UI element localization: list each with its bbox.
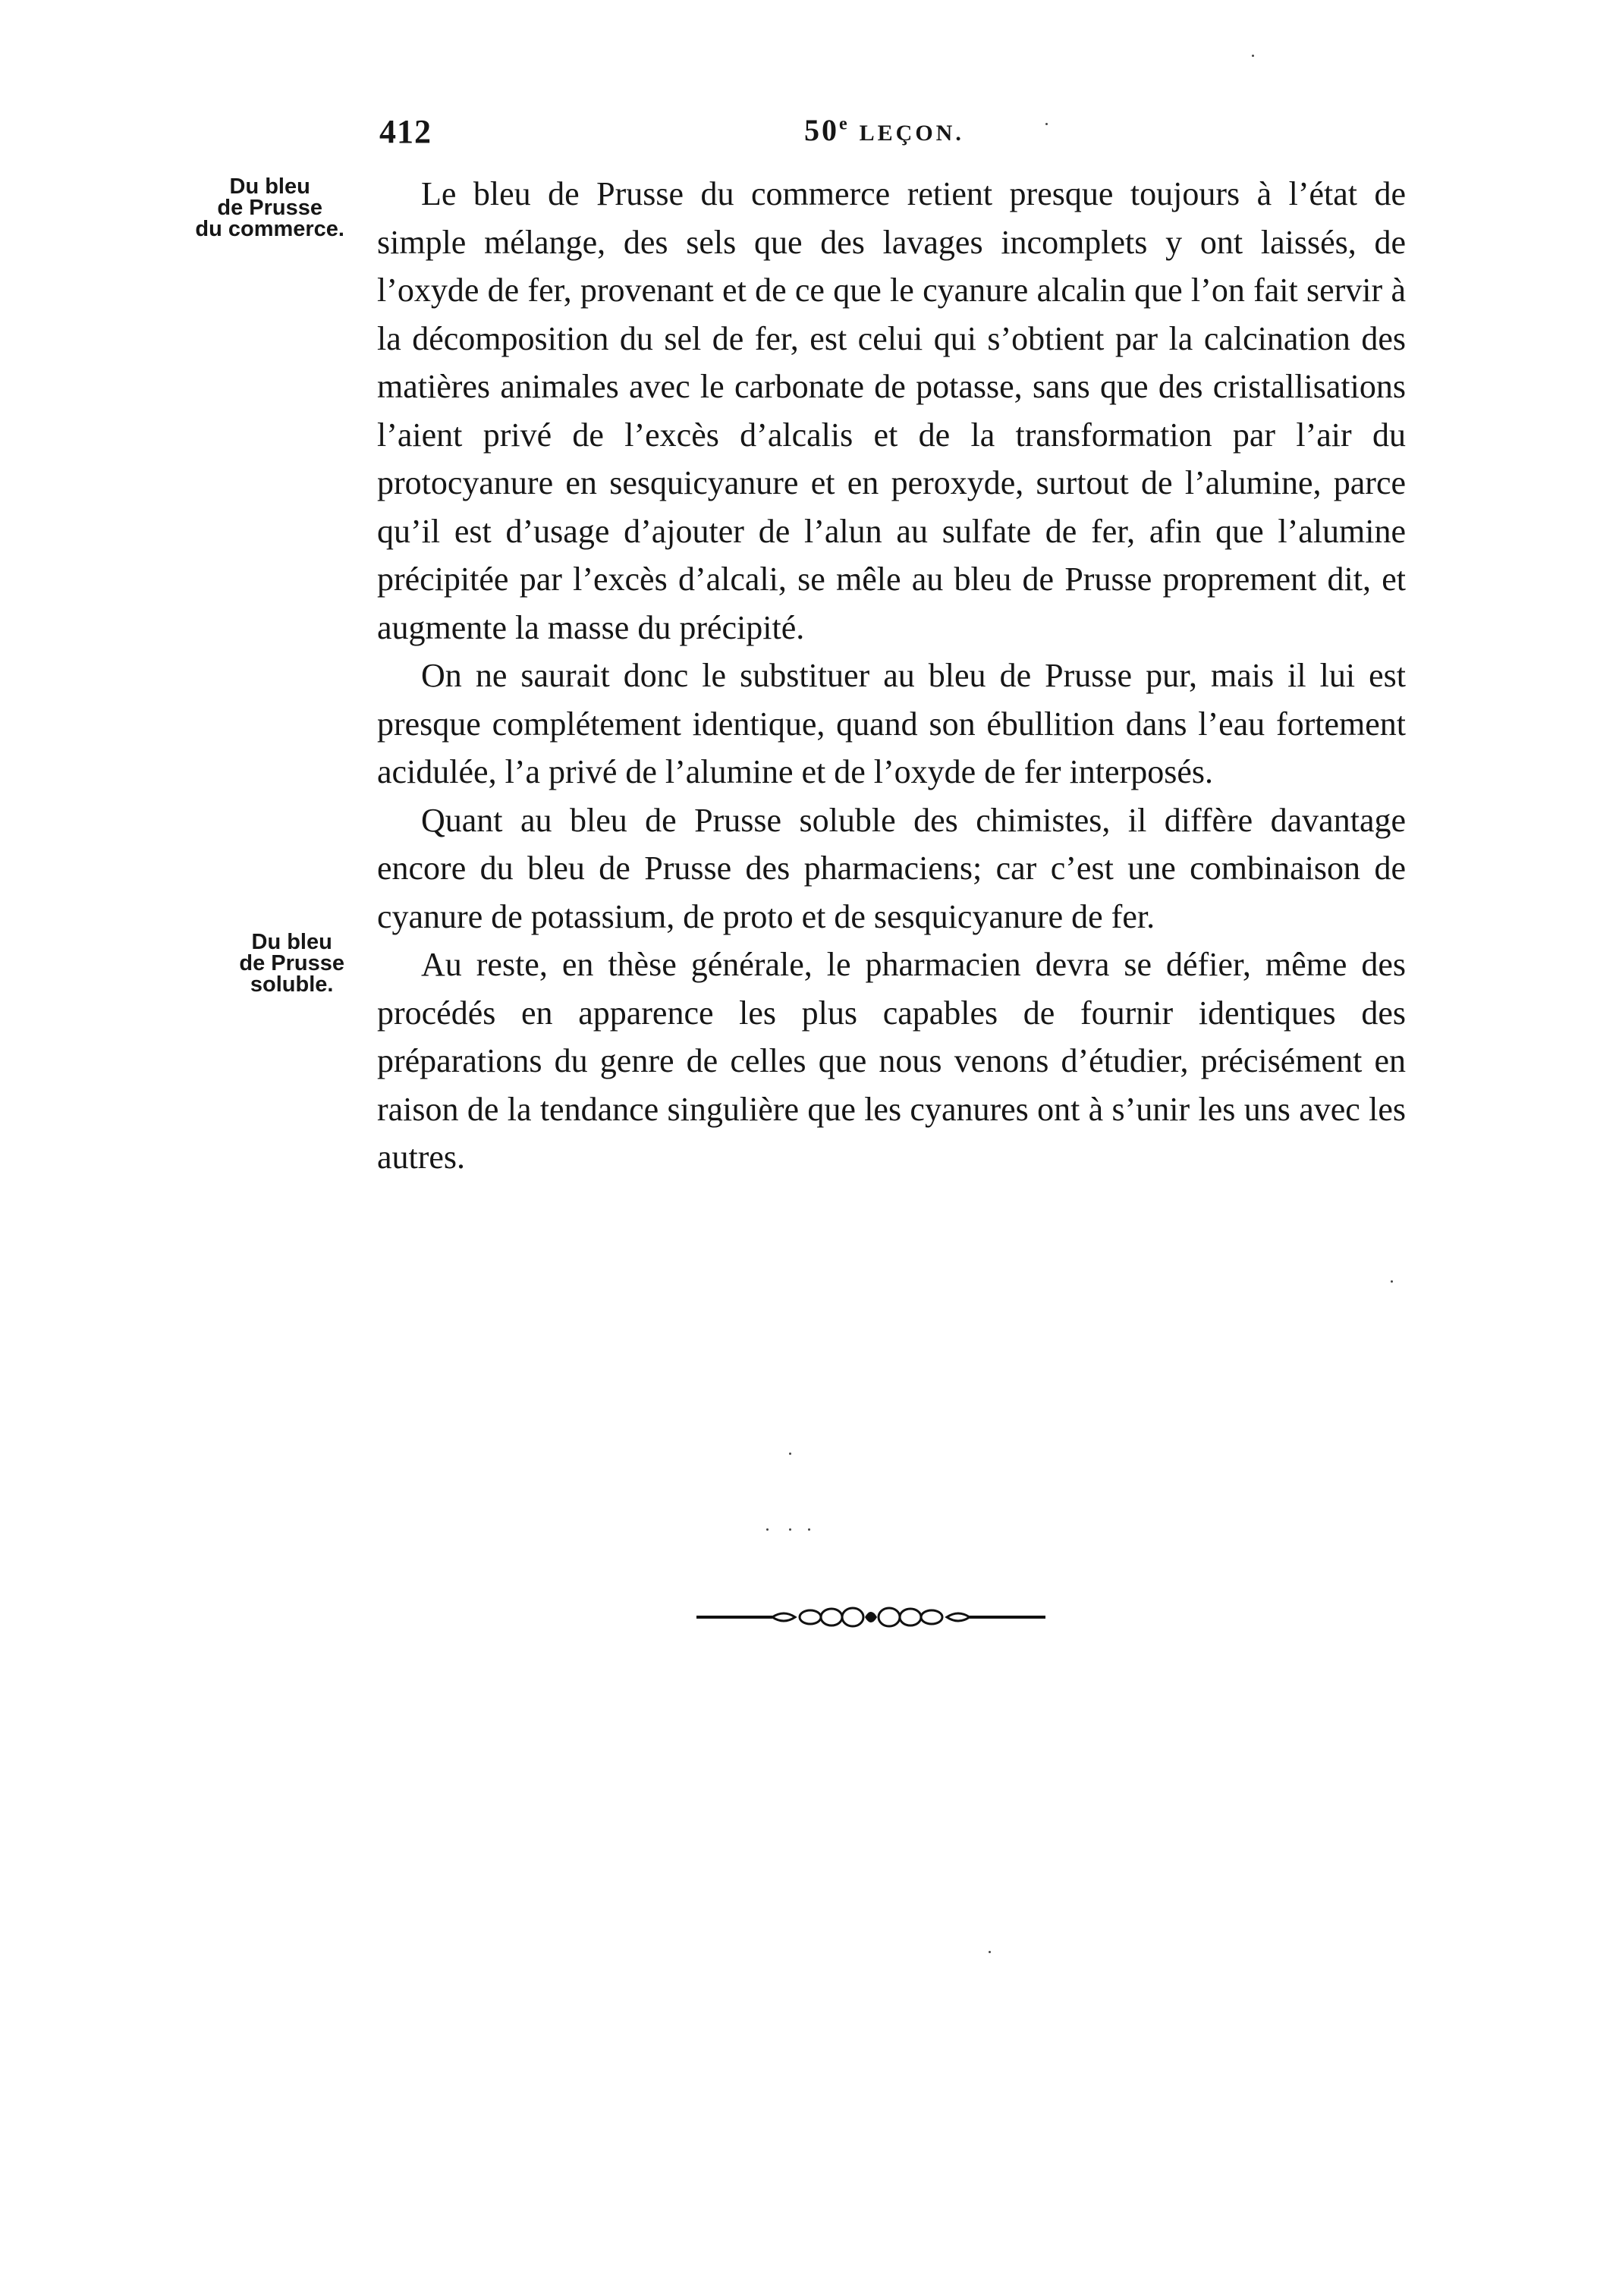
- body-text: [377, 170, 1406, 1182]
- paper-speck: [789, 1528, 791, 1531]
- running-title: [804, 112, 964, 148]
- margin-note-line: de Prusse: [217, 196, 322, 220]
- paragraph-commercial-blue: Le bleu de Prusse du commerce retient presque toujours à l’état de simple mélange, des sels que des lavages incomplets y ont laissés, de l’oxyde de fer, provenant et de ce que le cyanure alcalin que l’on fait servir à la décomposition du sel de fer, est celui qui s’obtient par la calcination des matières animales avec le carbonate de potasse, sans que des cristallisations l’aient privé de l’excès d’alcalis et de la transformation par l’air du protocyanure en sesquicyanure et en peroxyde, surtout de l’alumine, parce qu’il est d’usage d’ajouter de l’alun au sulfate de fer, afin que l’alumine précipitée par l’excès d’alcali, se mêle au bleu de Prusse proprement dit, et augmente la masse du précipité.: [377, 175, 1406, 646]
- margin-note-line: Du bleu: [229, 174, 310, 199]
- paper-speck: [1391, 1280, 1393, 1283]
- paragraph-soluble-blue: Quant au bleu de Prusse soluble des chimistes, il diffère davantage encore du bleu de Prusse des pharmaciens; car c’est une combinaison de cyanure de potassium, de proto et de sesquicyanure de fer.: [377, 801, 1406, 935]
- paper-speck: [766, 1528, 769, 1531]
- paper-speck: [1045, 123, 1048, 125]
- paper-speck: [808, 1528, 810, 1531]
- margin-note-line: Du bleu: [251, 930, 332, 954]
- margin-note-line: soluble.: [250, 972, 334, 997]
- margin-note-line: de Prusse: [239, 951, 344, 975]
- page-number: 412: [379, 113, 432, 150]
- paper-speck: [1252, 55, 1254, 57]
- margin-note-commerce: [195, 176, 344, 240]
- paragraph-conclusion: Au reste, en thèse générale, le pharmacien devra se défier, même des procédés en apparence les plus capables de fournir identiques des préparations du genre de celles que nous venons d’étudier, précisément en raison de la tendance singulière que les cyanures ont à s’unir les uns avec les autres.: [377, 946, 1406, 1176]
- margin-note-soluble: [239, 931, 344, 995]
- paper-speck: [789, 1453, 791, 1455]
- margin-note-line: du commerce.: [195, 217, 344, 241]
- running-title-word: LEÇON.: [859, 121, 964, 146]
- running-title-number: 50: [804, 113, 839, 147]
- ornament-divider-icon: [696, 1602, 1045, 1632]
- page-header: [379, 112, 986, 158]
- paragraph-substitution: On ne saurait donc le substituer au bleu de Prusse pur, mais il lui est presque complétement identique, quand son ébullition dans l’eau fortement acidulée, l’a privé de l’alumine et de l’oxyde de fer interposés.: [377, 657, 1406, 790]
- running-title-superscript: e: [839, 114, 850, 134]
- paper-speck: [989, 1951, 991, 1953]
